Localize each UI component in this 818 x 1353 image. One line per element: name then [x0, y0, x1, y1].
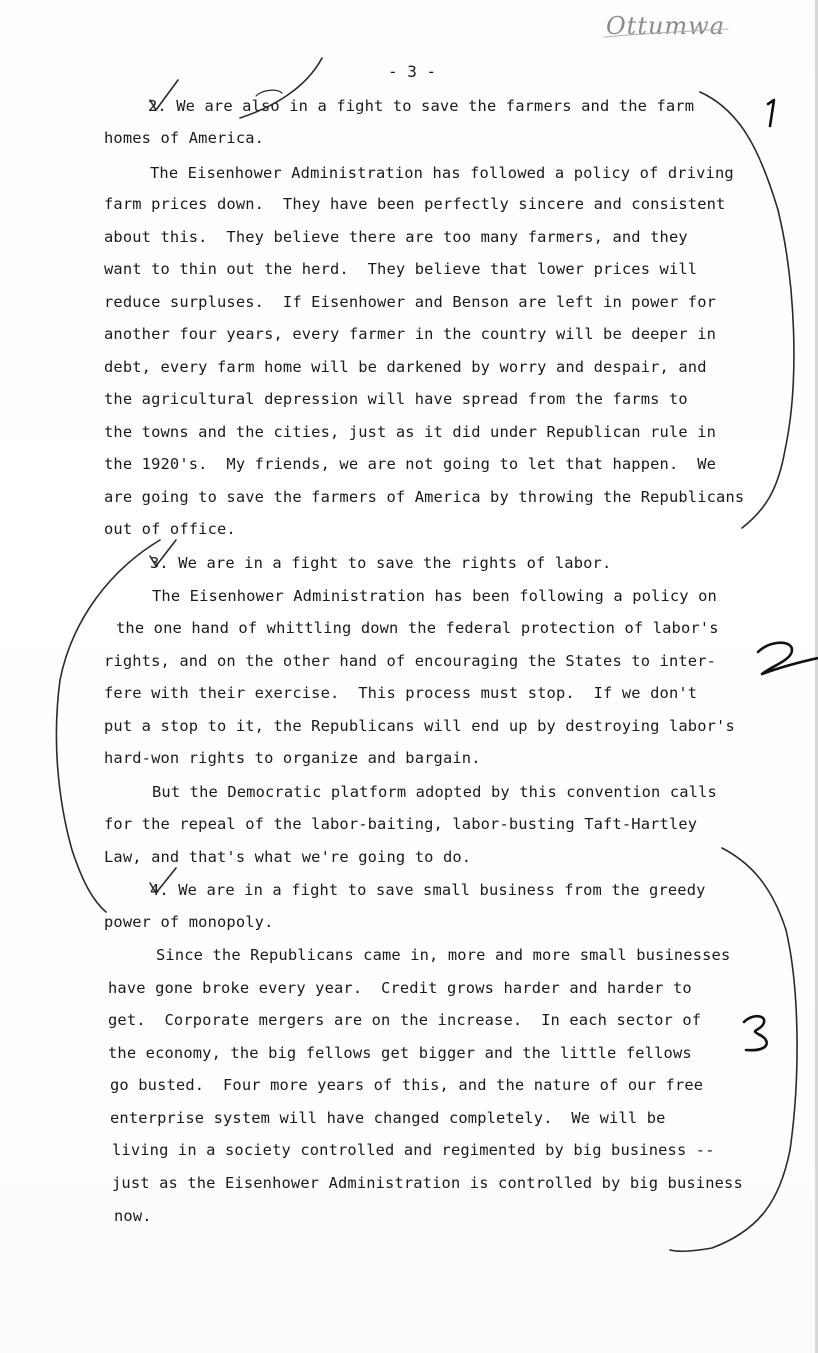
text-line: Law, and that's what we're going to do. [104, 848, 472, 866]
text-line: put a stop to it, the Republicans will end up by destroying labor's [104, 717, 735, 735]
text-line: But the Democratic platform adopted by this convention calls [152, 783, 717, 801]
text-line: The Eisenhower Administration has been following a policy on [152, 587, 717, 605]
text-line: the 1920's. My friends, we are not going to let that happen. We [104, 455, 717, 473]
text-line: 2. We are also in a fight to save the farmers and the farm [148, 97, 695, 115]
text-line: farm prices down. They have been perfectly sincere and consistent [104, 195, 726, 213]
text-line: just as the Eisenhower Administration is controlled by big business [112, 1174, 743, 1192]
text-line: debt, every farm home will be darkened by worry and despair, and [104, 358, 707, 376]
text-line: 4. We are in a fight to save small business from the greedy [150, 881, 706, 899]
text-line: the towns and the cities, just as it did under Republican rule in [104, 423, 717, 441]
text-line: the one hand of whittling down the federal protection of labor's [116, 619, 719, 637]
text-line: for the repeal of the labor-baiting, labor-busting Taft-Hartley [104, 815, 698, 833]
page-number: - 3 - [388, 62, 437, 81]
handwritten-note: Ottumwa [606, 12, 726, 40]
text-line: rights, and on the other hand of encouraging the States to inter- [104, 652, 717, 670]
text-line: fere with their exercise. This process must stop. If we don't [104, 684, 698, 702]
text-line: have gone broke every year. Credit grows harder and harder to [108, 979, 692, 997]
text-line: reduce surpluses. If Eisenhower and Benson are left in power for [104, 293, 717, 311]
margin-mark-1-icon [768, 100, 774, 126]
text-line: want to thin out the herd. They believe that lower prices will [104, 260, 698, 278]
text-line: 3. We are in a fight to save the rights of labor. [150, 554, 612, 572]
text-line: about this. They believe there are too many farmers, and they [104, 228, 688, 246]
text-line: go busted. Four more years of this, and the nature of our free [110, 1076, 704, 1094]
text-line: are going to save the farmers of America by throwing the Republicans [104, 488, 745, 506]
text-line: get. Corporate mergers are on the increase. In each sector of [108, 1011, 702, 1029]
text-line: now. [114, 1207, 152, 1225]
text-line: the economy, the big fellows get bigger and the little fellows [108, 1044, 692, 1062]
text-line: out of office. [104, 520, 236, 538]
text-line: homes of America. [104, 129, 265, 147]
text-line: Since the Republicans came in, more and more small businesses [156, 946, 731, 964]
text-line: hard-won rights to organize and bargain. [104, 749, 481, 767]
margin-mark-3-icon [744, 1016, 767, 1050]
text-line: The Eisenhower Administration has followed a policy of driving [150, 164, 734, 182]
text-line: power of monopoly. [104, 913, 274, 931]
text-line: the agricultural depression will have spread from the farms to [104, 390, 688, 408]
margin-mark-2-icon [758, 643, 818, 674]
text-line: enterprise system will have changed completely. We will be [110, 1109, 666, 1127]
text-line: living in a society controlled and regimented by big business -- [112, 1141, 715, 1159]
text-line: another four years, every farmer in the country will be deeper in [104, 325, 717, 343]
